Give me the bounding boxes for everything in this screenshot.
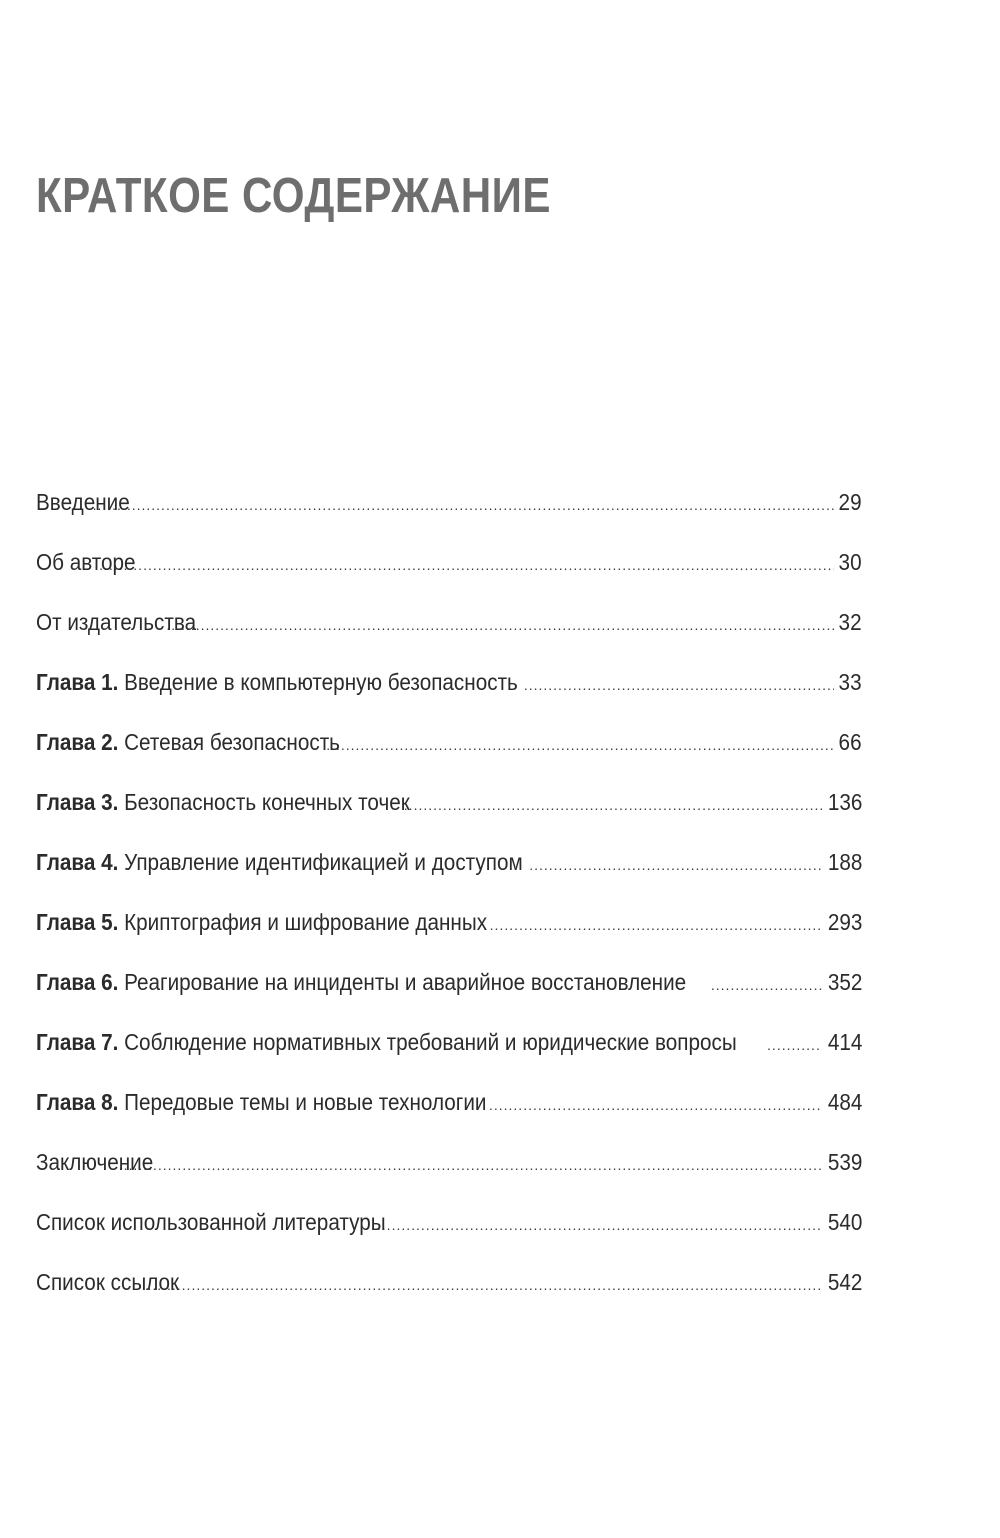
toc-page-number: 66 — [838, 729, 862, 755]
toc-entry-title — [36, 962, 686, 1002]
toc-entry-from-publisher[interactable] — [36, 602, 862, 662]
dot-leader — [166, 605, 834, 645]
toc-entry-introduction[interactable] — [36, 482, 862, 542]
chapter-label: Глава 8. — [36, 1089, 119, 1115]
toc-entry-title — [36, 1022, 737, 1062]
toc-entry-title — [36, 1082, 486, 1122]
toc-entry-title — [36, 1142, 153, 1182]
toc-entry-title — [36, 842, 523, 882]
toc-entry-chapter-2[interactable] — [36, 722, 862, 782]
toc-entry-conclusion[interactable] — [36, 1142, 862, 1202]
toc-page-number: 540 — [827, 1209, 862, 1235]
dot-leader — [524, 665, 835, 705]
chapter-label: Глава 4. — [36, 849, 119, 875]
dot-leader — [767, 1025, 822, 1065]
page-title: КРАТКОЕ СОДЕРЖАНИЕ — [36, 169, 551, 223]
dot-leader — [489, 1085, 822, 1125]
toc-page-number: 352 — [827, 969, 862, 995]
toc-entry-text: Реагирование на инциденты и аварийное восстановление — [124, 969, 687, 995]
chapter-label: Глава 6. — [36, 969, 119, 995]
toc-page-number: 539 — [827, 1149, 862, 1175]
chapter-label: Глава 2. — [36, 729, 119, 755]
toc-entry-text: Криптография и шифрование данных — [124, 909, 488, 935]
dot-leader — [326, 725, 834, 765]
toc-entry-text: Список использованной литературы — [36, 1209, 386, 1235]
toc-page-number: 484 — [827, 1089, 862, 1115]
toc-entry-text: Список ссылок — [36, 1269, 180, 1295]
toc-page-number: 30 — [838, 549, 862, 575]
toc-entry-chapter-3[interactable] — [36, 782, 862, 842]
chapter-label: Глава 1. — [36, 669, 119, 695]
chapter-label: Глава 7. — [36, 1029, 119, 1055]
toc-page-number: 414 — [827, 1029, 862, 1055]
toc-entry-text: Введение — [36, 489, 130, 515]
toc-entry-chapter-5[interactable] — [36, 902, 862, 962]
dot-leader — [147, 1265, 821, 1305]
toc-entry-title — [36, 722, 340, 762]
toc-entry-title — [36, 1202, 386, 1242]
chapter-label: Глава 3. — [36, 789, 119, 815]
dot-leader — [711, 965, 822, 1005]
toc-entry-title — [36, 1262, 179, 1302]
toc-entry-about-author[interactable] — [36, 542, 862, 602]
dot-leader — [377, 1205, 822, 1245]
toc-entry-text: Введение в компьютерную безопасность — [124, 669, 518, 695]
toc-page-number: 188 — [827, 849, 862, 875]
toc-entry-references[interactable] — [36, 1262, 862, 1322]
table-of-contents — [36, 482, 862, 1322]
toc-entry-title — [36, 902, 487, 942]
dot-leader — [404, 785, 822, 825]
toc-page-number: 136 — [827, 789, 862, 815]
toc-entry-chapter-8[interactable] — [36, 1082, 862, 1142]
toc-entry-bibliography[interactable] — [36, 1202, 862, 1262]
toc-entry-text: Заключение — [36, 1149, 154, 1175]
dot-leader — [93, 485, 835, 525]
toc-entry-title — [36, 482, 130, 522]
toc-entry-text: Управление идентификацией и доступом — [124, 849, 523, 875]
toc-entry-chapter-6[interactable] — [36, 962, 862, 1022]
toc-page-number: 32 — [838, 609, 862, 635]
toc-entry-chapter-7[interactable] — [36, 1022, 862, 1082]
toc-entry-title — [36, 602, 196, 642]
toc-entry-text: Соблюдение нормативных требований и юридические вопросы — [124, 1029, 737, 1055]
toc-entry-text: Об авторе — [36, 549, 136, 575]
toc-page-number: 29 — [838, 489, 862, 515]
dot-leader — [529, 845, 821, 885]
toc-entry-chapter-1[interactable] — [36, 662, 862, 722]
dot-leader — [490, 905, 822, 945]
toc-entry-text: Передовые темы и новые технологии — [124, 1089, 487, 1115]
dot-leader — [119, 1145, 822, 1185]
toc-entry-text: Безопасность конечных точек — [124, 789, 410, 815]
dot-leader — [99, 545, 834, 585]
toc-entry-title — [36, 782, 410, 822]
toc-entry-text: От издательства — [36, 609, 197, 635]
chapter-label: Глава 5. — [36, 909, 119, 935]
toc-entry-chapter-4[interactable] — [36, 842, 862, 902]
toc-page-number: 293 — [827, 909, 862, 935]
toc-page-number: 542 — [827, 1269, 862, 1295]
toc-entry-text: Сетевая безопасность — [124, 729, 340, 755]
toc-entry-title — [36, 542, 136, 582]
toc-entry-title — [36, 662, 518, 702]
toc-page-number: 33 — [838, 669, 862, 695]
